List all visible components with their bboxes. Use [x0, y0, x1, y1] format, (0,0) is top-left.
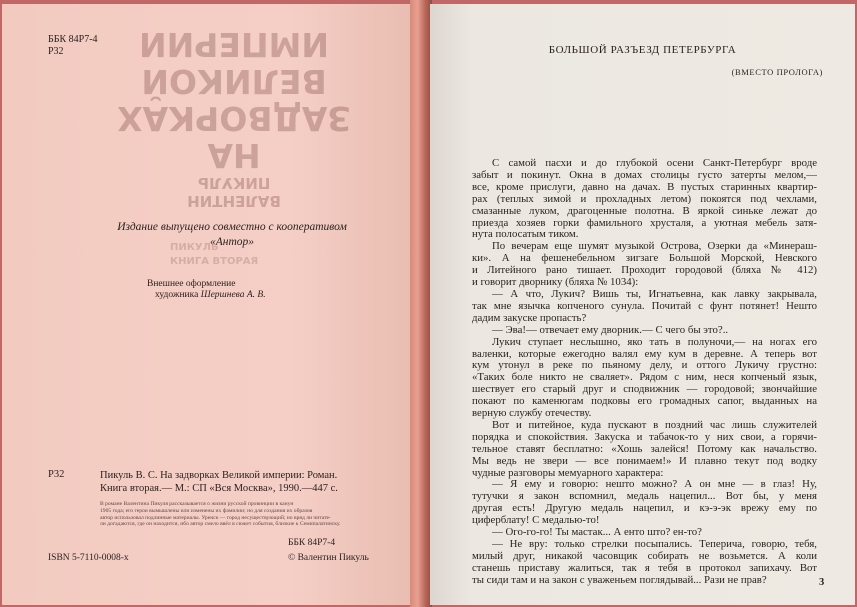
text-line: нута полосатым тиком.: [472, 229, 579, 241]
mirrored-author-last: ПИКУЛЬ: [197, 174, 271, 192]
text-line: кум утонул в реке по пьяному делу, и оттого Лукичу грустно:: [472, 360, 817, 372]
text-line: чудные разговоры мемуарного характера:: [472, 467, 664, 479]
text-line: забыт и покинут. Окна в домах столицы густо затерты мелом,—: [472, 169, 817, 181]
chapter-subtitle: (ВМЕСТО ПРОЛОГА): [731, 67, 823, 77]
annotation: [100, 501, 392, 528]
text-line: По вечерам еще шумят музыкой Острова, Озерки да «Минераш-: [492, 241, 817, 253]
text-line: и Литейного рано тишает. Проходит городовой (бляха № 412): [472, 265, 817, 277]
text-line: — Эва!— отвечает ему дворник.— С чего бы это?..: [492, 324, 729, 336]
design-label: Внешнее оформление: [147, 279, 236, 289]
annotation-line: ли догадаются, где он находится, ибо автор смело ввёл в сюжет события, близкие к Семипалатинску.: [100, 521, 341, 528]
edition-note-line: Издание выпущено совместно с кооперативом: [117, 221, 347, 233]
copyright: © Валентин Пикуль: [288, 553, 369, 563]
bbk-bottom: ББК 84Р7-4: [288, 538, 336, 548]
catalog-entry: [100, 469, 392, 495]
text-line: покают по каменюгам подковы его громадных сапог, выданных на: [472, 396, 817, 408]
text-line: Мы ведь не звери — все понимаем!» И плавно текут под водку: [472, 455, 817, 467]
bbk-code: ББК 84Р7-4: [48, 34, 98, 45]
design-artist-name: Шершнева А. В.: [200, 290, 266, 300]
body-text: [472, 158, 817, 587]
text-line: рах (теплых зимой и прохладных летом) покоятся под чехлами,: [472, 193, 817, 205]
text-line: — Не вру: только стрелки посыпались. Теперича, говорю, тебя,: [492, 539, 817, 550]
catalog-code: Р32: [48, 469, 65, 480]
mirrored-title-line: ЗАДВОРКАХ: [117, 99, 351, 138]
page-number: 3: [819, 577, 825, 588]
text-line: приезда хозяев горки фамильного хрусталя, а уютная мебель затя-: [472, 217, 817, 229]
right-page: [430, 4, 855, 605]
text-line: дадим закуске пропасть?: [472, 312, 587, 324]
text-line: станешь приставу жалиться, так я тебя в протокол запихачу. Вот: [472, 562, 817, 574]
text-line: смазанные луком, драгоценные полотна. В яркой синьке лежат до: [472, 205, 817, 217]
text-line: циферблату! С медалью-то!: [472, 515, 600, 527]
text-line: порядка и спокойствия. Закуска и табачок-то у них свои, а горячи-: [472, 431, 817, 443]
design-credit: [147, 279, 266, 301]
mirrored-title-show-through: [84, 26, 384, 210]
text-line: милый друг, никакой часовщик собирать не возьмется. А коли: [472, 550, 817, 562]
mirrored-title-line: НА: [207, 136, 261, 175]
text-line: другая есть! Другую медаль нацепил, и кэ-э-эк врежу ему по: [472, 503, 817, 515]
catalog-line: Книга вторая.— М.: СП «Вся Москва», 1990.—447 с.: [100, 483, 338, 494]
text-line: верную службу отечеству.: [472, 408, 592, 420]
edition-note: [72, 220, 392, 250]
ghost-text: ПИКУЛЬ: [170, 242, 219, 253]
text-line: Лукич ступает неслышно, яко тать в полуночи,— на ногах его: [492, 336, 817, 348]
text-line: тутучки я закон вспомнил, медаль нацепил... Вот бы, у меня: [472, 491, 817, 503]
chapter-title: БОЛЬШОЙ РАЗЪЕЗД ПЕТЕРБУРГА: [548, 44, 737, 56]
text-line: «Таких боле никто не сваляет». Рядом с ним, неся копченый язык,: [472, 372, 817, 384]
text-line: С самой пасхи и до глубокой осени Санкт-Петербург вроде: [492, 158, 817, 169]
text-line: ты сиди там и на закон с уваженьем поглядывай... Рази не прав?: [472, 574, 767, 586]
left-page: [2, 4, 412, 605]
text-line: тельное ставят бесплатно: «Хошь залейся! Потому как начальство.: [472, 443, 817, 455]
text-line: — Ого-го-го! Ты мастак... А енто што? ен-то?: [492, 527, 702, 539]
annotation-line: В романе Валентина Пикуля рассказывается о жизни русской провинции в канун: [100, 501, 294, 507]
catalog-line: Пикуль В. С. На задворках Великой империи: Роман.: [100, 470, 338, 481]
annotation-line: автор использовал подлинные материалы. Уренск — город несуществующий; но вряд ли читате-: [100, 514, 331, 521]
mirrored-author-first: ВАЛЕНТИН: [187, 192, 281, 210]
edition-note-line: «Антор»: [209, 236, 255, 248]
design-artist-prefix: художника: [155, 290, 199, 300]
mirrored-title-line: ВЕЛИКОЙ: [141, 62, 327, 101]
mirrored-title-line: ИМПЕРИИ: [138, 25, 330, 64]
text-line: шествует его старый друг и сподвижник — городовой; звончайшие: [472, 384, 817, 396]
text-line: валенки, которые ежегодно валял ему кум в деревне. А теперь вот: [472, 348, 817, 360]
text-line: и говорит дворнику (бляха № 1034):: [472, 277, 639, 289]
text-line: ки». А на фешенебельном зигзаге Большой Морской, Невского: [472, 253, 817, 265]
annotation-line: 1905 года; его герои вымышлены или изменены их фамилии; но для создания их образов: [100, 507, 313, 514]
author-code: Р32: [48, 46, 64, 57]
text-line: — Я ему и говорю: нешто можно? А он мне — в глаз! Ну,: [492, 479, 817, 491]
book-spine: [410, 0, 432, 607]
text-line: — А что, Лукич? Вишь ты, Игнатьевна, как лавку закрывала,: [492, 288, 817, 300]
ghost-text: КНИГА ВТОРАЯ: [170, 256, 259, 267]
text-line: все, кроме прислуги, давно на дачах. В пустых старинных квартир-: [472, 181, 817, 193]
text-line: так мне язычка копченого сунула. Почитай с фунт потянет! Нешто: [472, 300, 817, 312]
isbn: ISBN 5-7110-0008-х: [48, 553, 129, 563]
design-artist: [155, 290, 266, 301]
text-line: Вот и питейное, куда пускают в поздний час лишь служителей: [492, 419, 817, 431]
